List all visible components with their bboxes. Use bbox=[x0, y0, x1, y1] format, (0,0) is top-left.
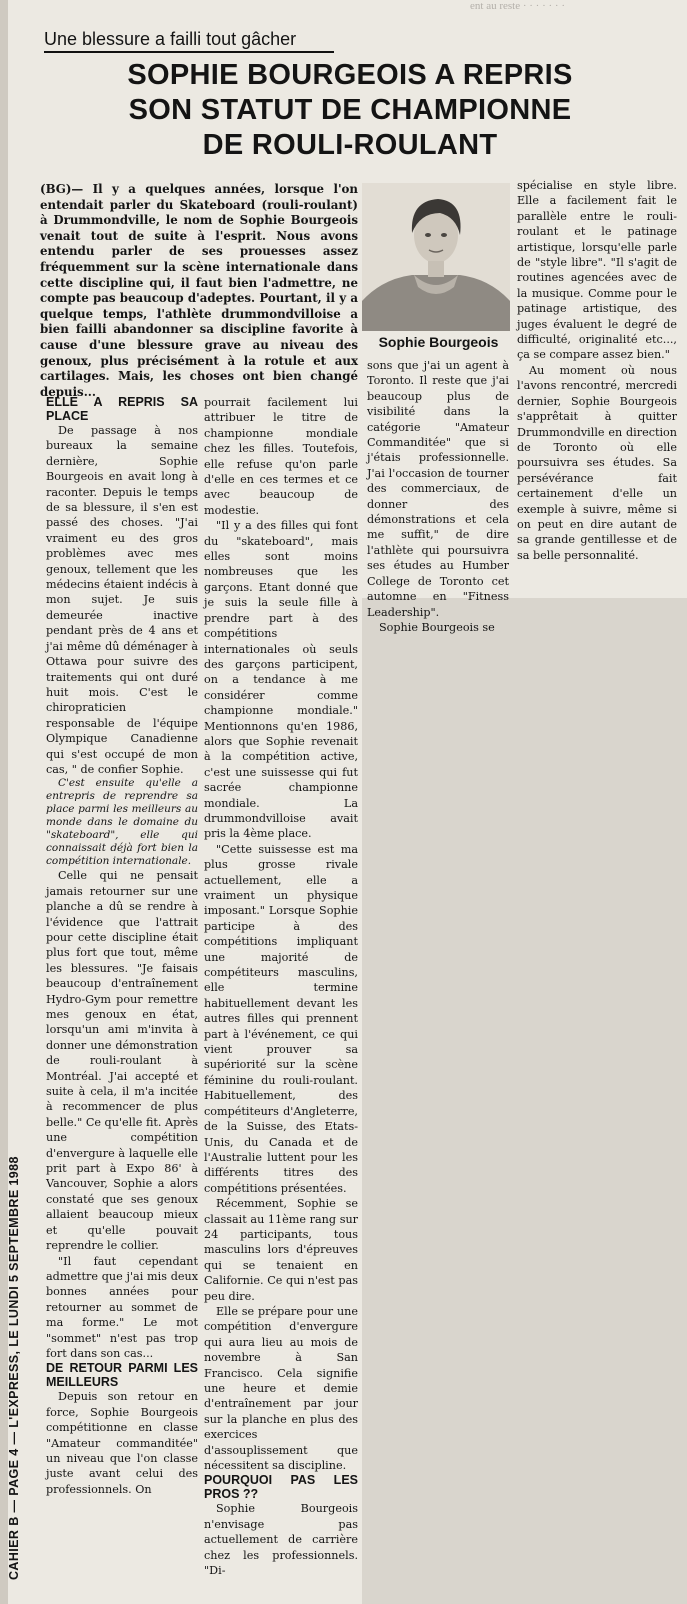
paragraph: De passage à nos bureaux la semaine dernière, Sophie Bourgeois en avait long à raconter. Depuis le temps de sa blessure, il s'en est passé des choses. "J'ai vraiment eu des gros problèmes avec mes genoux, tellement que les médecins étaient indécis à mon sujet. Je suis demeurée inactive pendant près de 4 ans et j'ai même dû déménager à Ottawa pour suivre des traitements qui ont duré huit mois. C'est le chiropraticien responsable de l'équipe Olympique Canadienne qui s'est occupé de mon cas, " de confier Sophie. bbox=[46, 424, 198, 776]
paragraph: pourrait facilement lui attribuer le titre de championne mondiale chez les filles. Toutefois, elle refuse qu'on parle d'elle en ces termes et ce avec beaucoup de modestie. bbox=[204, 396, 358, 517]
column-1 bbox=[46, 395, 198, 1600]
paragraph: Depuis son retour en force, Sophie Bourgeois compétitionne en classe "Amateur commanditée" un niveau que l'on classe juste avant celui des professionnels. On bbox=[46, 1390, 198, 1496]
paragraph: Sophie Bourgeois n'envisage pas actuellement de carrière chez les professionnels. "Di- bbox=[204, 1502, 358, 1578]
paragraph: spécialise en style libre. Elle a facilement fait le parallèle entre le rouli-roulant et le patinage artistique, lorsqu'elle parle de "style libre". "Il s'agit de routines agencées avec de la musique. Comme pour le patinage artistique, des juges évaluent le degré de difficulté, originalité etc..., ça se compare assez bien." bbox=[517, 179, 677, 362]
headline-line-3: DE ROULI-ROULANT bbox=[202, 129, 498, 161]
paragraph: "Il faut cependant admettre que j'ai mis deux bonnes années pour retourner au sommet de ma forme." Le mot "sommet" n'est pas trop fort dans son cas... bbox=[46, 1254, 198, 1360]
headline-line-2: SON STATUT DE CHAMPIONNE bbox=[128, 94, 572, 126]
headline-line-1: SOPHIE BOURGEOIS A REPRIS bbox=[127, 59, 573, 91]
paragraph: "Cette suissesse est ma plus grosse rivale actuellement, elle a vraiment un physique imposant." Lorsque Sophie participe à des compétitions impliquant une majorité de compétiteurs masculins, elle termine habituellement devant les autres filles qui prennent part à l'événement, ce qui vient prouver sa supériorité sur la scène féminine du rouli-roulant. Habituellement, des compétiteurs d'Angleterre, de la Suisse, des Etats-Unis, du Canada et de l'Australie luttent pour les différents titres des compétitions présentées. bbox=[204, 842, 358, 1195]
column-4 bbox=[517, 178, 677, 573]
paragraph: Au moment où nous l'avons rencontré, mercredi dernier, Sophie Bourgeois s'apprêtait à quitter Drummondville en direction de Toronto où elle poursuivra ses études. Sa persévérance fait certainement d'elle un exemple à suivre, même si on peut en dire autant de sa grande gentillesse et de sa belle personnalité. bbox=[517, 363, 677, 562]
photo-caption: Sophie Bourgeois bbox=[378, 334, 499, 350]
column-2 bbox=[204, 395, 358, 1600]
portrait-illustration bbox=[362, 183, 510, 331]
lead-paragraph bbox=[40, 182, 358, 399]
subheading-de-retour: DE RETOUR PARMI LES MEILLEURS bbox=[46, 1361, 198, 1390]
paragraph: Celle qui ne pensait jamais retourner sur une planche a dû se rendre à l'évidence que l'attrait pour cette discipline était plus fort que tout, même les blessures. "Je faisais beaucoup d'entraînement Hydro-Gym pour remettre mes genoux en état, lorsqu'un ami m'invita à donner une démonstration de rouli-roulant à Montréal. J'ai accepté et suite à cela, il m'a incitée à recommencer de plus belle." Ce qu'elle fit. Après une compétition d'envergure à laquelle elle prit part à Expo 86' à Vancouver, Sophie a alors constaté que ses genoux allaient beaucoup mieux et qu'elle pouvait reprendre le collier. bbox=[46, 869, 198, 1253]
kicker: Une blessure a failli tout gâcher bbox=[44, 28, 334, 53]
paragraph: sons que j'ai un agent à Toronto. Il reste que j'ai beaucoup plus de visibilité dans la catégorie "Amateur Commanditée" que si j'étais professionnelle. J'ai l'occasion de tourner des commerciaux, de donner des démonstrations et cela me suffit," de dire l'athlète qui poursuivra ses études au Humber College de Toronto cet automne en "Fitness Leadership". bbox=[367, 359, 509, 619]
background-blank-area bbox=[362, 598, 687, 1604]
paragraph: "Il y a des filles qui font du "skateboard", mais elles sont moins nombreuses que les garçons. Etant donné que je suis la seule fille à prendre part à des compétitions internationales où seuls des garçons participent, on a tendance à me considérer comme championne mondiale." Mentionnons qu'en 1986, alors que Sophie revenait à la compétition active, c'est une suissesse qui fut sacrée championne mondiale. La drummondvilloise avait pris la 4ème place. bbox=[204, 519, 358, 841]
italic-paragraph: C'est ensuite qu'elle a entrepris de reprendre sa place parmi les meilleurs au monde dans le domaine du "skateboard", elle qui connaissait déjà fort bien la compétition internationale. bbox=[46, 777, 198, 868]
paragraph: Sophie Bourgeois se bbox=[379, 620, 495, 634]
subheading-elle-a-repris: ELLE A REPRIS SA PLACE bbox=[46, 395, 198, 423]
headline bbox=[40, 58, 660, 163]
athlete-photo bbox=[362, 183, 510, 331]
bleed-through-text: ent au reste · · · · · · · bbox=[470, 0, 565, 12]
paragraph: Récemment, Sophie se classait au 11ème rang sur 24 participants, tous masculins lors d'épreuves qui se tenaient en Californie. Ce qui n'est pas peu dire. bbox=[204, 1197, 358, 1303]
column-3 bbox=[367, 358, 509, 634]
vertical-folio: CAHIER B — PAGE 4 — L'EXPRESS, LE LUNDI 5 SEPTEMBRE 1988 bbox=[7, 1156, 21, 1580]
lead-text: (BG)— Il y a quelques années, lorsque l'on entendait parler du Skateboard (rouli-roulant) à Drummondville, le nom de Sophie Bourgeois venait tout de suite à l'esprit. Nous avons entendu parler de ses prouesses assez fréquemment sur la scène internationale dans cette discipline qui, il faut bien l'admettre, ne compte pas beaucoup d'adeptes. Pourtant, il y a quelque temps, l'athlète drummondvilloise a bien failli abandonner sa discipline favorite à cause d'une blessure grave au niveau des genoux, plus précisément à la rotule et aux cartilages. Mais, les choses ont bien changé depuis... bbox=[40, 182, 358, 399]
paragraph: Elle se prépare pour une compétition d'envergure qui aura lieu au mois de novembre à San Francisco. Cela signifie une heure et demie d'entraînement par jour sur la planche en plus des exercices d'assouplissement que nécessitent sa discipline. bbox=[204, 1304, 358, 1473]
subheading-pourquoi-pas: POURQUOI PAS LES PROS ?? bbox=[204, 1473, 358, 1502]
